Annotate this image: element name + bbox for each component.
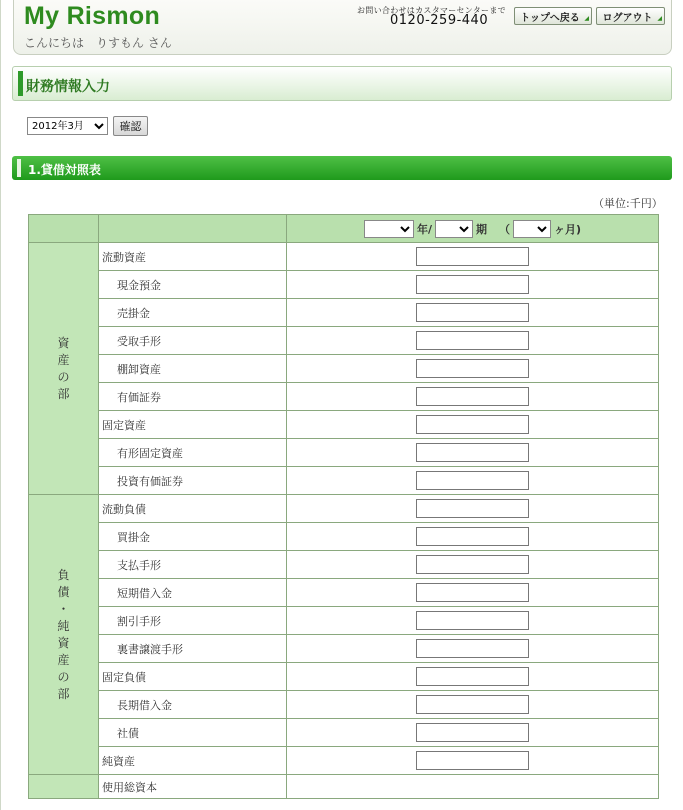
value-cell [287,439,659,467]
table-row [29,383,659,411]
table-row [29,579,659,607]
table-row [29,747,659,775]
period-select[interactable] [27,117,108,135]
amount-input[interactable] [416,555,529,574]
category-char: 純 [57,618,70,633]
category-char: 産 [57,652,70,667]
value-cell [287,243,659,271]
table-row [29,551,659,579]
table-row [29,663,659,691]
table-row [29,271,659,299]
category-char: 資 [57,635,70,650]
value-cell [287,467,659,495]
back-to-top-button[interactable] [514,7,592,25]
row-label: 固定資産 [99,411,287,439]
row-label: 投資有価証券 [99,467,287,495]
category-char: 資 [57,335,70,350]
row-label: 社債 [99,719,287,747]
month-suffix: ヶ月) [554,222,582,236]
category-char: の [57,669,70,684]
value-cell [287,747,659,775]
category-char: 産 [57,352,70,367]
row-label: 裏書譲渡手形 [99,635,287,663]
corner-arrow-icon: ◢ [657,15,662,22]
section-title: 1.貸借対照表 [28,163,101,177]
value-cell [287,271,659,299]
amount-input[interactable] [416,751,529,770]
value-cell [287,495,659,523]
table-row [29,467,659,495]
table-row [29,299,659,327]
title-accent [18,71,23,96]
table-row [29,355,659,383]
category-empty [29,775,99,799]
amount-input[interactable] [416,331,529,350]
category-liabilities [29,495,99,775]
category-assets [29,243,99,495]
table-header-row [29,215,659,243]
month-open: （ [499,222,510,236]
table-row [29,411,659,439]
header-cell-item [99,215,287,243]
row-label-total-capital: 使用総資本 [99,775,287,799]
row-label: 短期借入金 [99,579,287,607]
amount-input[interactable] [416,471,529,490]
row-label: 買掛金 [99,523,287,551]
amount-input[interactable] [416,583,529,602]
contact-label: お問い合わせはカスタマーセンターまで [357,6,506,15]
row-label: 割引手形 [99,607,287,635]
logo[interactable]: My Rismon [24,2,161,30]
amount-input[interactable] [416,611,529,630]
category-char: の [57,369,70,384]
amount-input[interactable] [416,303,529,322]
row-label: 受取手形 [99,327,287,355]
category-char: 負 [57,567,70,582]
row-label: 支払手形 [99,551,287,579]
logout-label: ログアウト [602,12,653,24]
row-label: 流動資産 [99,243,287,271]
value-cell [287,579,659,607]
value-cell [287,635,659,663]
amount-input[interactable] [416,443,529,462]
table-row [29,635,659,663]
term-suffix: 期 [476,222,487,236]
value-cell [287,691,659,719]
value-cell [287,663,659,691]
balance-sheet-table [28,214,659,799]
value-cell [287,411,659,439]
fiscal-term-select[interactable] [435,220,473,238]
value-cell [287,719,659,747]
table-row [29,719,659,747]
amount-input[interactable] [416,639,529,658]
fiscal-year-select[interactable] [364,220,414,238]
row-label: 有形固定資産 [99,439,287,467]
row-label: 純資産 [99,747,287,775]
section-header [12,156,672,180]
value-cell [287,383,659,411]
table-row [29,243,659,271]
row-label: 流動負債 [99,495,287,523]
row-label: 売掛金 [99,299,287,327]
month-count-select[interactable] [513,220,551,238]
year-suffix: 年/ [416,222,432,236]
category-char: ・ [57,601,70,616]
row-label: 現金預金 [99,271,287,299]
value-cell [287,607,659,635]
row-label: 棚卸資産 [99,355,287,383]
header-cell-category [29,215,99,243]
table-row [29,327,659,355]
row-label: 固定負債 [99,663,287,691]
page-title-bar [12,66,672,101]
table-row [29,439,659,467]
category-char: 部 [57,686,70,701]
section-accent [17,159,21,177]
amount-input[interactable] [416,667,529,686]
page-title: 財務情報入力 [26,79,110,95]
logout-button[interactable] [596,7,665,25]
header [13,0,672,55]
back-to-top-label: トップへ戻る [520,12,580,24]
total-capital-row [29,775,659,799]
greeting-text: こんにちは りすもん さん [24,36,172,50]
amount-input[interactable] [416,499,529,518]
row-label: 長期借入金 [99,691,287,719]
amount-input[interactable] [416,695,529,714]
contact-phone: 0120-259-440 [390,13,489,28]
amount-input[interactable] [416,387,529,406]
header-cell-period [287,215,659,243]
corner-arrow-icon: ◢ [584,15,589,22]
table-row [29,607,659,635]
table-row [29,495,659,523]
amount-input[interactable] [416,415,529,434]
value-cell [287,551,659,579]
value-cell [287,355,659,383]
amount-input[interactable] [416,359,529,378]
value-cell [287,327,659,355]
category-char: 債 [57,584,70,599]
category-char: 部 [57,386,70,401]
confirm-button[interactable]: 確認 [113,116,148,136]
table-row [29,523,659,551]
unit-label: （単位:千円） [593,197,663,210]
value-cell [287,299,659,327]
total-value-cell [287,775,659,799]
amount-input[interactable] [416,723,529,742]
table-row [29,691,659,719]
row-label: 有価証券 [99,383,287,411]
value-cell [287,523,659,551]
amount-input[interactable] [416,247,529,266]
amount-input[interactable] [416,527,529,546]
amount-input[interactable] [416,275,529,294]
